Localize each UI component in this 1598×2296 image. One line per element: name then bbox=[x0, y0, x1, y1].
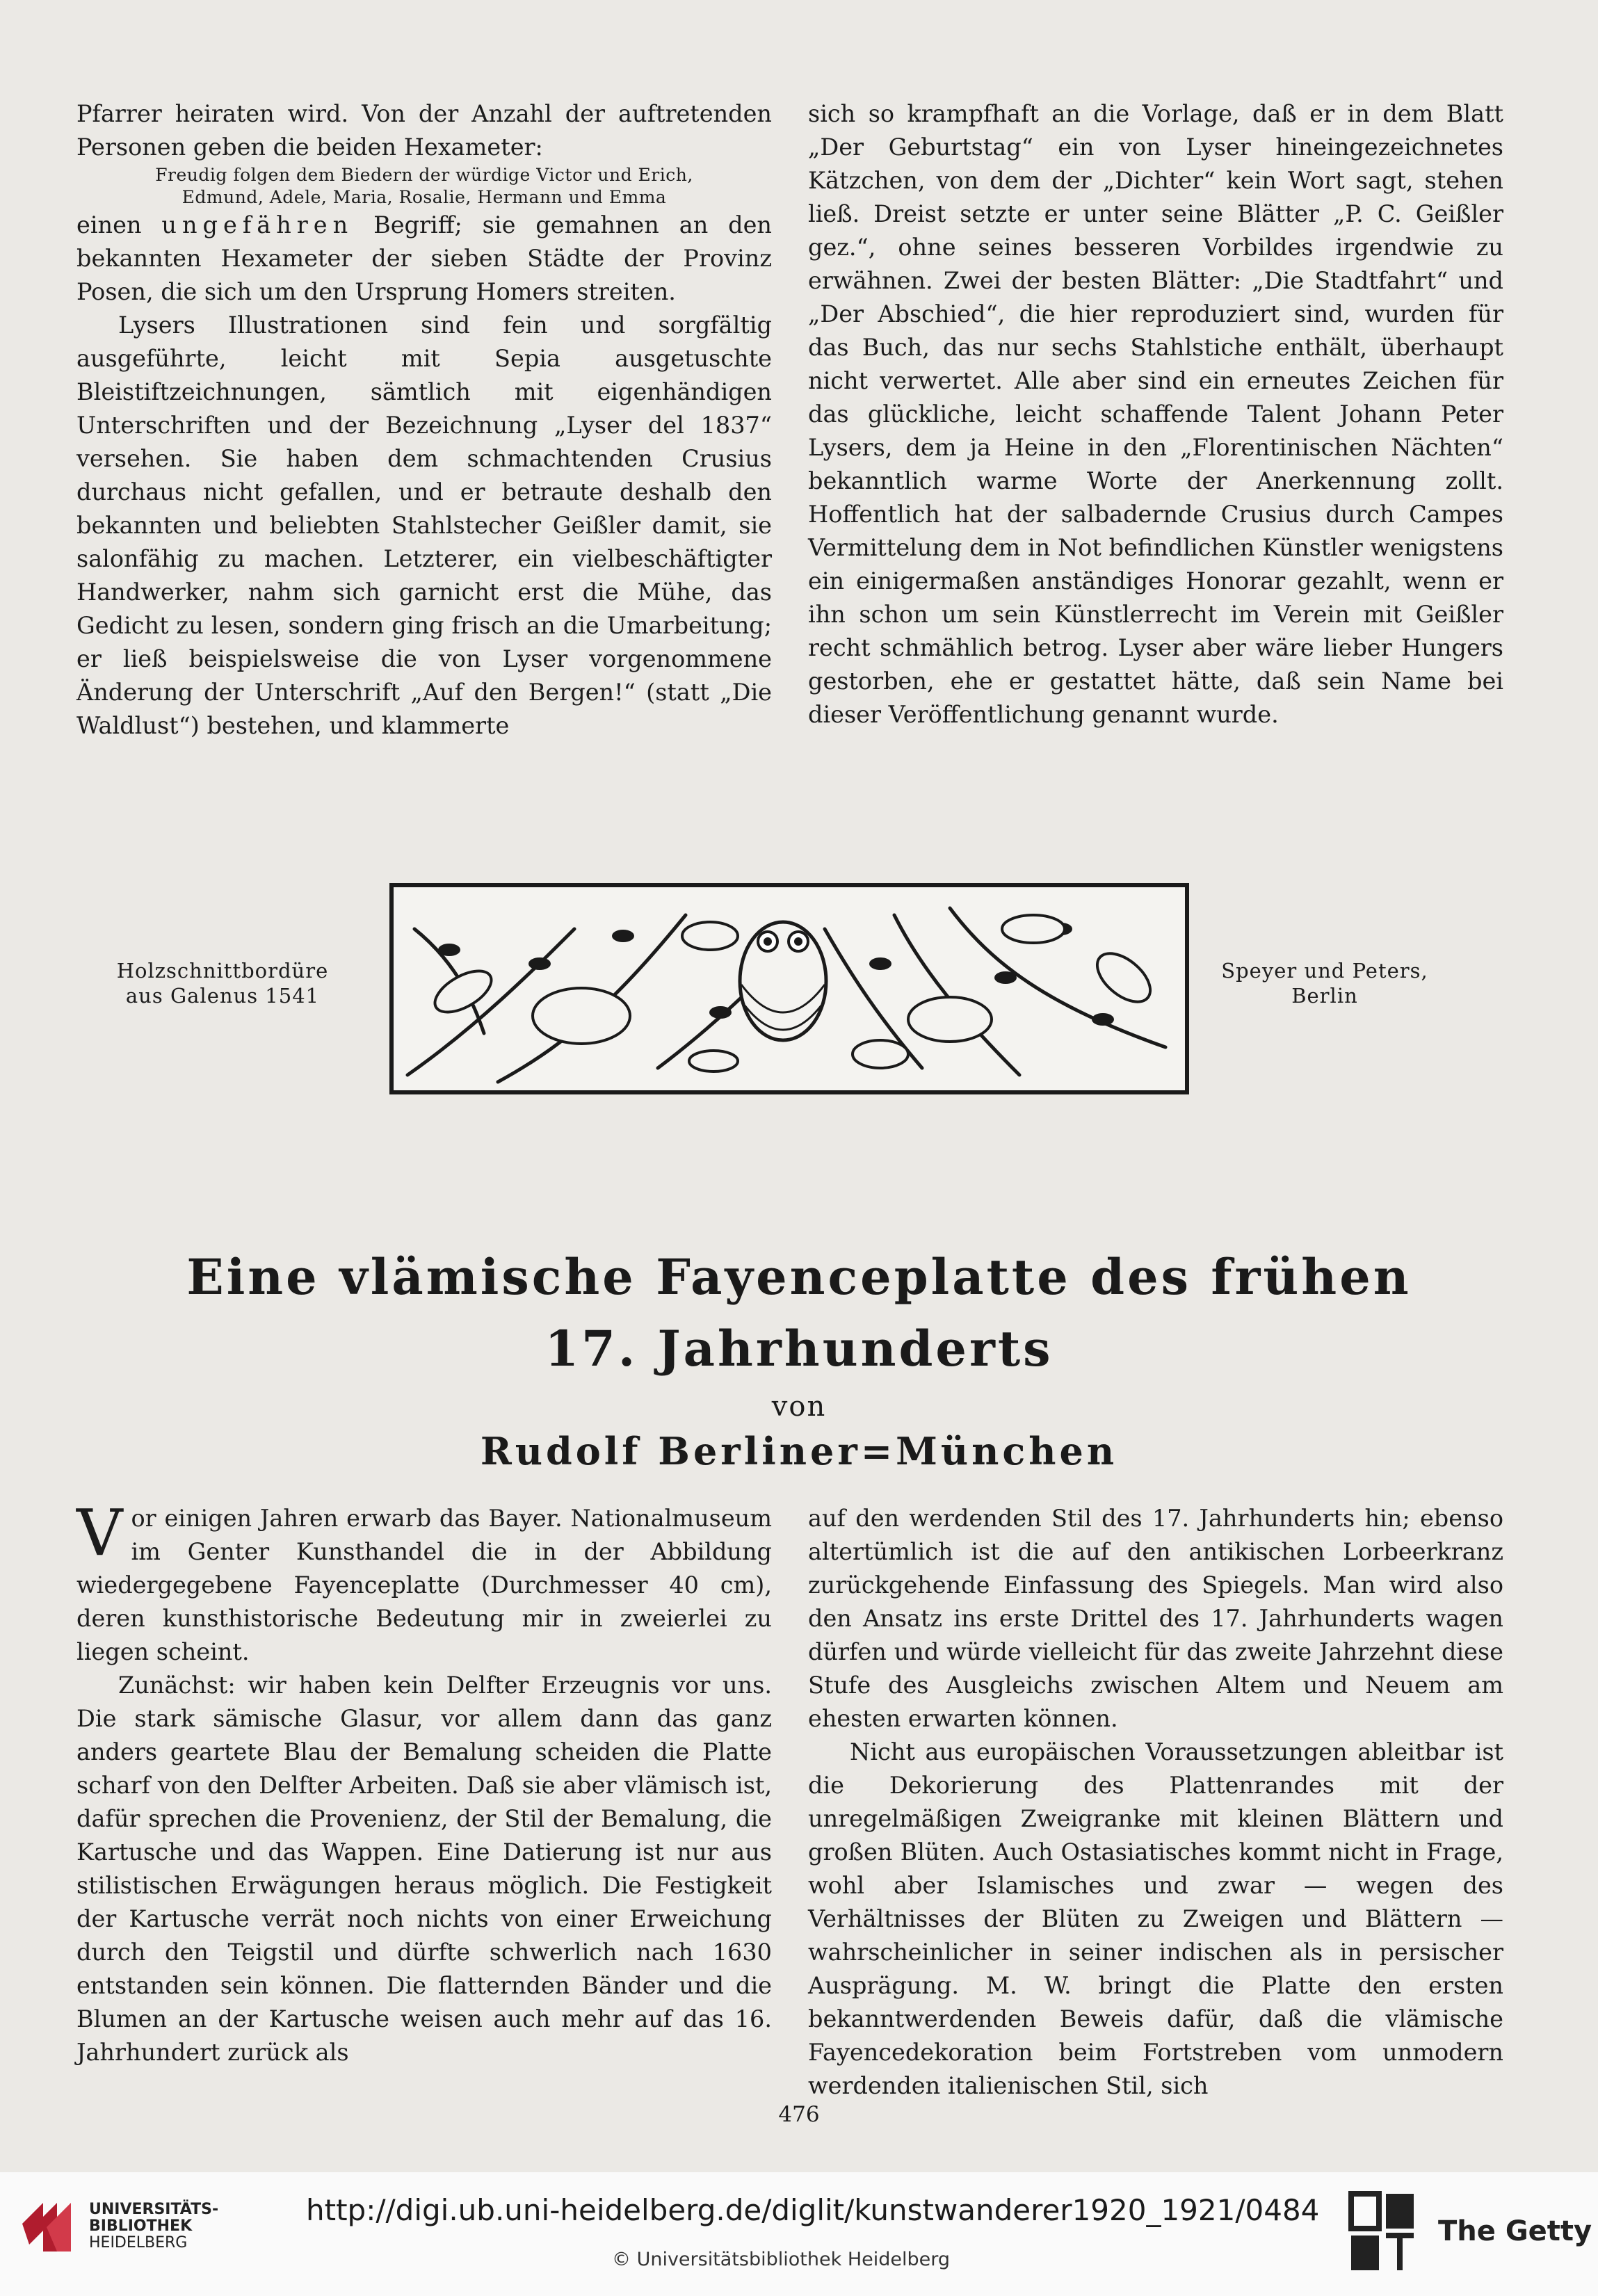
library-name bbox=[89, 2201, 218, 2251]
woodcut-border-image bbox=[389, 883, 1189, 1094]
article-title-line-1: Eine vlämische Fayenceplatte des frühen bbox=[186, 1248, 1412, 1306]
getty-label: The Getty bbox=[1438, 2215, 1592, 2247]
owl-figure bbox=[740, 922, 826, 1040]
permalink-url[interactable]: http://digi.ub.uni-heidelberg.de/diglit/kunstwanderer1920_1921/0484 bbox=[306, 2193, 1320, 2227]
paragraph-text: or einigen Jahren erwarb das Bayer. Nationalmuseum im Genter Kunsthandel die in der Abbildung wiedergegebene Fayenceplatte (Durchmesser 40 cm), deren kunsthistorische Bedeutung mir in zweierlei zu liegen scheint. bbox=[76, 1505, 772, 1665]
paragraph: Nicht aus europäischen Voraussetzungen ableitbar ist die Dekorierung des Plattenrandes mit der unregelmäßigen Zweigranke mit kleinen Blättern und großen Blüten. Auch Ostasiatisches kommt nicht in Frage, wohl aber Islamisches und zwar — wegen des Verhältnisses der Blüten zu Zweigen und Blättern — wahrscheinlicher in seiner indischen als in persischer Ausprägung. M. W. bringt die Platte den ersten bekanntwerdenden Beweis dafür, daß die vlämische Fayencedekoration beim Fortstreben vom unmodern werdenden italienischen Stil, sich bbox=[808, 1738, 1503, 2099]
library-line: BIBLIOTHEK bbox=[89, 2217, 193, 2235]
verse-line-1: Freudig folgen dem Biedern der würdige Victor und Erich, bbox=[155, 165, 693, 185]
caption-line: Speyer und Peters, bbox=[1221, 959, 1428, 983]
getty-logo-icon bbox=[1348, 2190, 1417, 2274]
leaf bbox=[869, 957, 891, 970]
paragraph bbox=[76, 209, 772, 309]
verse-line bbox=[76, 164, 772, 209]
byline-von: von bbox=[771, 1391, 827, 1423]
bottom-right-column bbox=[808, 1502, 1503, 2103]
library-logo-icon bbox=[15, 2196, 78, 2258]
leaf bbox=[612, 930, 634, 942]
drop-cap: V bbox=[76, 1496, 123, 1570]
paragraph bbox=[76, 1496, 772, 1669]
text-tail: Begriff; sie gemahnen an den bekannten Hexameter der sieben Städte der Provinz Posen, die sich um den Ursprung Homers streiten. bbox=[76, 211, 772, 305]
paragraph: Lysers Illustrationen sind fein und sorgfältig ausgeführte, leicht mit Sepia ausgetuschte Bleistiftzeichnungen, sämtlich mit eigenhändigen Unterschriften und der Bezeichnung „Lyser del 1837“ versehen. Sie haben dem schmachtenden Crusius durchaus nicht gefallen, und er betraute deshalb den bekannten und beliebten Stahlstecher Geißler damit, sie salonfähig zu machen. Letzterer, ein vielbeschäftigter Handwerker, nahm sich garnicht erst die Mühe, das Gedicht zu lesen, sondern ging frisch an die Umarbeitung; er ließ beispielsweise die von Lyser vorgenommene Änderung der Unterschrift „Auf den Bergen!“ (statt „Die Waldlust“) bestehen, und klammerte bbox=[76, 312, 772, 739]
copyright-notice: © Universitätsbibliothek Heidelberg bbox=[612, 2249, 951, 2270]
figure-caption-left bbox=[108, 958, 337, 1008]
paragraph: Pfarrer heiraten wird. Von der Anzahl der auftretenden Personen geben die beiden Hexameter: bbox=[76, 100, 772, 161]
paragraph: sich so krampfhaft an die Vorlage, daß er in dem Blatt „Der Geburtstag“ ein von Lyser hineingezeichnetes Kätzchen, von dem der „Dichter“ kein Wort sagt, stehen ließ. Dreist setzte er unter seine Blätter „P. C. Geißler gez.“, ohne seines besseren Vorbildes irgendwie zu erwähnen. Zwei der besten Blätter: „Die Stadtfahrt“ und „Der Abschied“, die hier reproduziert sind, wurden für das Buch, das nur sechs Stahlstiche enthält, überhaupt nicht verwertet. Alle aber sind ein erneutes Zeichen für das glückliche, leicht schaffende Talent Johann Peter Lysers, dem ja Heine in den „Florentinischen Nächten“ bekanntlich warme Worte der Anerkennung zollt. Hoffentlich hat der salbadernde Crusius durch Campes Vermittelung dem in Not befindlichen Künstler wenigstens ein einigermaßen anständiges Honorar gezahlt, wenn er ihn schon um sein Künstlerrecht im Verein mit Geißler recht schmählich betrog. Lyser aber wäre lieber Hungers gestorben, ehe er gestattet hätte, daß sein Name bei dieser Veröffentlichung genannt wurde. bbox=[808, 100, 1503, 728]
text-lead: einen bbox=[76, 211, 162, 239]
leaf bbox=[1092, 1013, 1114, 1026]
caption-line: Holzschnittbordüre bbox=[116, 959, 329, 983]
article-title-line-2: 17. Jahrhunderts bbox=[544, 1320, 1054, 1377]
leaf bbox=[438, 944, 460, 956]
leaf bbox=[994, 971, 1017, 984]
branch bbox=[894, 915, 1019, 1075]
footer-bar bbox=[0, 2172, 1598, 2296]
page-number: 476 bbox=[778, 2102, 820, 2127]
caption-line: aus Galenus 1541 bbox=[125, 984, 320, 1008]
verse-line-2: Edmund, Adele, Maria, Rosalie, Hermann und Emma bbox=[181, 187, 667, 207]
library-line: UNIVERSITÄTS- bbox=[89, 2201, 219, 2218]
figure-caption-right bbox=[1210, 958, 1439, 1008]
woodcut-illustration bbox=[394, 887, 1185, 1090]
spaced-word: ungefähren bbox=[161, 211, 354, 239]
author-name: Rudolf Berliner=München bbox=[480, 1429, 1118, 1473]
paragraph: Zunächst: wir haben kein Delfter Erzeugnis vor uns. Die stark sämische Glasur, vor allem dann das ganz anders geartete Blau der Bemalung scheiden die Platte scharf von den Delfter Arbeiten. Daß sie aber vlämisch ist, dafür sprechen die Provenienz, der Stil der Bemalung, die Kartusche und das Wappen. Eine Datierung ist nur aus stilistischen Erwägungen heraus möglich. Die Festigkeit der Kartusche verrät noch nichts von einer Erweichung durch den Teigstil und dürfte schwerlich nach 1630 entstanden sein können. Die flatternden Bänder und die Blumen an der Kartusche weisen auch mehr auf das 16. Jahrhundert zurück als bbox=[76, 1672, 772, 2066]
leaf bbox=[528, 957, 551, 970]
caption-line: Berlin bbox=[1291, 984, 1358, 1008]
top-left-column bbox=[76, 97, 772, 743]
library-line: HEIDELBERG bbox=[89, 2234, 188, 2251]
paragraph: auf den werdenden Stil des 17. Jahrhunderts hin; ebenso altertümlich ist die auf den antikischen Lorbeerkranz zurückgehende Einfassung des Spiegels. Man wird also den Ansatz ins erste Drittel des 17. Jahrhunderts wagen dürfen und würde vielleicht für das zweite Jahrzehnt diese Stufe des Ausgleichs zwischen Altem und Neuem am ehesten erwarten können. bbox=[808, 1505, 1503, 1732]
bottom-left-column bbox=[76, 1496, 772, 2069]
leaf bbox=[709, 1006, 732, 1019]
top-right-column bbox=[808, 97, 1503, 731]
